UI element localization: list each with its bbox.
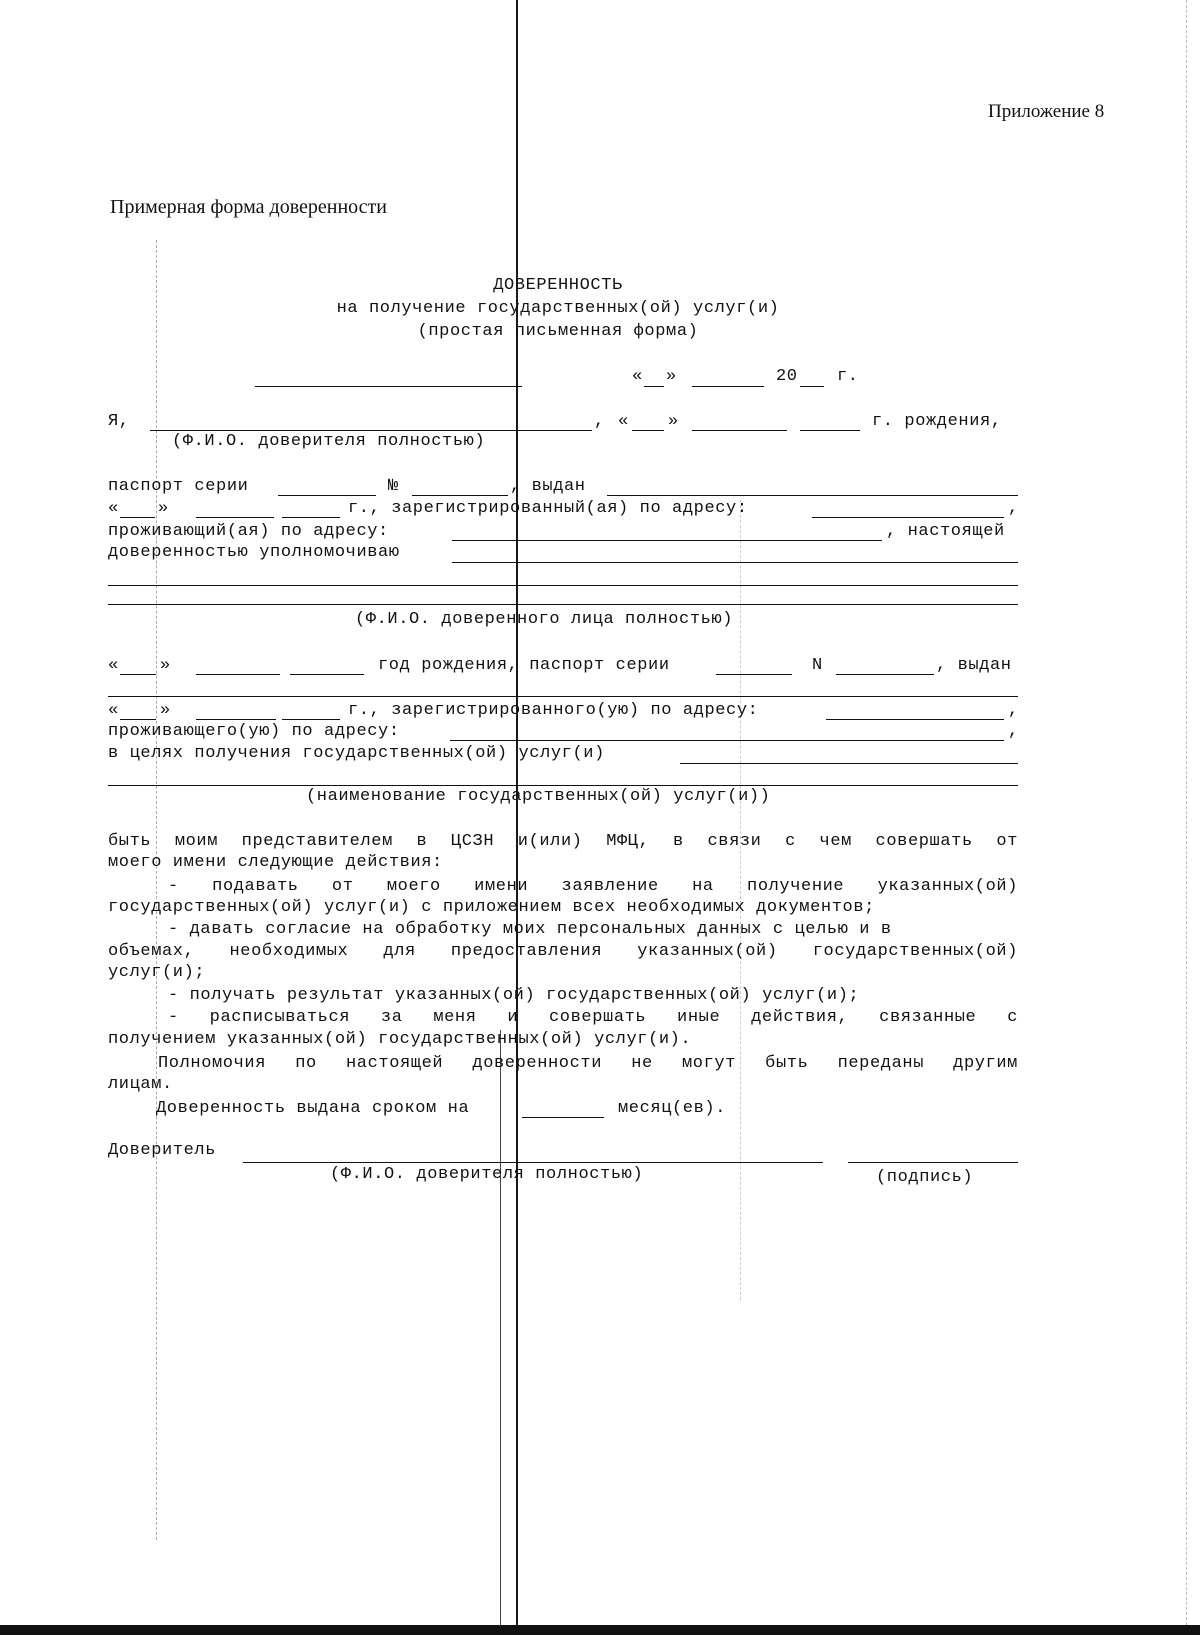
body-line-1: быть моим представителем в ЦСЗН и(или) МФЦ, в связи с чем совершать от [108,832,1018,851]
agent-reg-quote-close: » [160,701,171,720]
term-months-field[interactable] [522,1117,604,1118]
doc-subtitle: на получение государственных(ой) услуг(и) [336,299,780,318]
body-line-7: услуг(и); [108,963,206,982]
agent-birth-passport-label: год рождения, паспорт серии [378,656,670,675]
signature-caption: (подпись) [876,1168,974,1187]
agent-birth-day-field[interactable] [120,674,156,675]
principal-issued-by-field[interactable] [607,495,1018,496]
principal-birth-year-field[interactable] [800,430,860,431]
term-suffix: месяц(ев). [618,1099,727,1118]
form-title: Примерная форма доверенности [110,196,387,218]
principal-passport-number-field[interactable] [412,495,508,496]
principal-reg-quote-open: « [108,499,119,518]
agent-issued-by-field[interactable] [108,696,1018,697]
agent-passport-series-field[interactable] [716,674,792,675]
principal-birth-day-field[interactable] [632,430,664,431]
principal-passport-series-field[interactable] [278,495,376,496]
service-name-field-2[interactable] [108,785,1018,786]
signature-label: Доверитель [108,1141,217,1160]
date-quote-open: « [632,367,643,386]
term-label: Доверенность выдана сроком на [156,1099,470,1118]
body-line-12: лицам. [108,1075,173,1094]
scan-fold-line-lower [500,1030,501,1635]
doc-form-type: (простая письменная форма) [417,322,699,341]
signature-name-caption: (Ф.И.О. доверителя полностью) [330,1165,644,1184]
body-line-11: Полномочия по настоящей доверенности не могут быть переданы другим [158,1054,1018,1073]
date-year-suffix: г. [837,367,859,386]
date-year-field[interactable] [800,386,824,387]
agent-birth-year-field[interactable] [290,674,364,675]
body-line-2: моего имени следующие действия: [108,853,443,872]
agent-name-field-1[interactable] [452,562,1018,563]
body-line-3: - подавать от моего имени заявление на получение указанных(ой) [168,877,1018,896]
service-name-caption: (наименование государственных(ой) услуг(и)) [306,787,771,806]
place-field[interactable] [255,386,522,387]
principal-birth-label: г. рождения, [872,412,1002,431]
signature-field[interactable] [848,1162,1018,1163]
principal-issue-day-field[interactable] [120,517,155,518]
agent-issue-year-field[interactable] [282,719,340,720]
principal-registered-label: г., зарегистрированный(ая) по адресу: [348,499,748,518]
agent-issue-day-field[interactable] [120,719,156,720]
agent-reg-address-field[interactable] [826,719,1004,720]
body-line-4: государственных(ой) услуг(и) с приложением всех необходимых документов; [108,898,875,917]
appendix-label: Приложение 8 [988,101,1105,122]
agent-issued-label: , выдан [936,656,1012,675]
agent-res-comma: , [1008,722,1019,741]
agent-residing-label: проживающего(ую) по адресу: [108,722,400,741]
principal-res-address-field[interactable] [452,540,882,541]
body-line-10: получением указанных(ой) государственных(ой) услуг(и). [108,1030,692,1049]
principal-ya: Я, [108,412,130,431]
scan-dash-left [156,240,157,1540]
body-line-5: - давать согласие на обработку моих персональных данных с целью и в [168,920,892,939]
agent-birth-month-field[interactable] [196,674,280,675]
principal-name-caption: (Ф.И.О. доверителя полностью) [172,432,486,451]
agent-birth-quote-close: » [160,656,171,675]
agent-birth-quote-open: « [108,656,119,675]
agent-passport-number-field[interactable] [836,674,934,675]
principal-num-sign: № [388,477,399,496]
principal-birth-quote-open: « [618,412,629,431]
principal-reg-comma: , [1008,499,1019,518]
agent-res-address-field[interactable] [450,740,1004,741]
principal-birth-quote-close: » [668,412,679,431]
empower-label: доверенностью уполномочиваю [108,543,400,562]
principal-passport-label: паспорт серии [108,477,249,496]
body-line-6: объемах, необходимых для предоставления указанных(ой) государственных(ой) [108,942,1018,961]
agent-reg-comma: , [1008,701,1019,720]
agent-name-caption: (Ф.И.О. доверенного лица полностью) [355,610,734,629]
scan-bottom-edge [0,1625,1200,1635]
principal-name-field[interactable] [150,430,592,431]
agent-n-sign: N [812,656,823,675]
principal-birth-month-field[interactable] [692,430,787,431]
body-line-9: - расписываться за меня и совершать иные действия, связанные с [168,1008,1018,1027]
purpose-label: в целях получения государственных(ой) услуг(и) [108,744,605,763]
doc-title: ДОВЕРЕННОСТЬ [493,276,623,295]
principal-issued-label: , выдан [510,477,586,496]
principal-issue-year-field[interactable] [282,517,340,518]
date-month-field[interactable] [692,386,764,387]
date-quote-close: » [666,367,677,386]
principal-reg-quote-close: » [158,499,169,518]
scan-dash-right [1186,0,1187,1635]
principal-residing-label: проживающий(ая) по адресу: [108,522,389,541]
date-year-prefix: 20 [776,367,798,386]
agent-issue-month-field[interactable] [196,719,276,720]
principal-issue-month-field[interactable] [196,517,274,518]
service-name-field-1[interactable] [680,763,1018,764]
principal-by-this-label: , настоящей [886,522,1005,541]
agent-registered-label: г., зарегистрированного(ую) по адресу: [348,701,759,720]
scan-fold-line [516,0,518,1635]
principal-comma: , [594,412,605,431]
body-line-8: - получать результат указанных(ой) государственных(ой) услуг(и); [168,986,860,1005]
agent-name-field-2[interactable] [108,585,1018,586]
date-day-field[interactable] [644,386,664,387]
signature-name-field[interactable] [243,1162,823,1163]
agent-reg-quote-open: « [108,701,119,720]
agent-name-field-3[interactable] [108,604,1018,605]
principal-reg-address-field[interactable] [812,517,1004,518]
